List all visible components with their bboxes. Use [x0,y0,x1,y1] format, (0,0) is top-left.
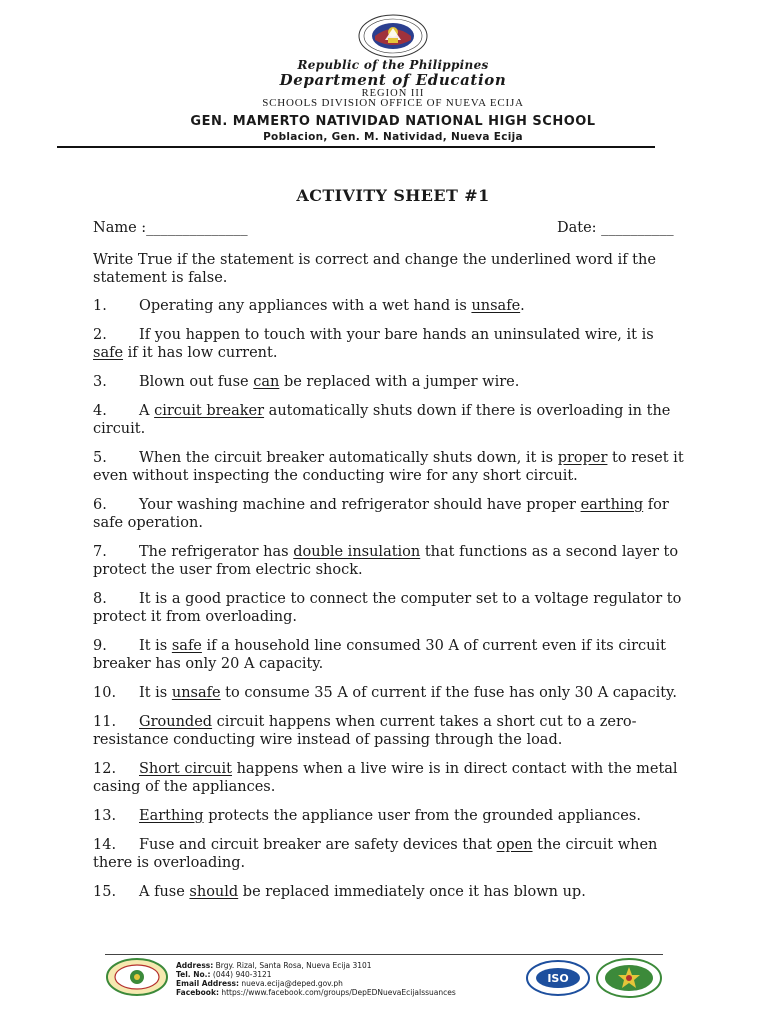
question-text: The refrigerator has [139,544,294,560]
question-number: 10. [93,685,117,701]
question-item [93,449,685,485]
question-item [93,373,685,391]
question-item [93,807,685,825]
question-text-continued: for safe operation. [93,497,669,531]
question-text-continued: to consume 35 A of current if the fuse has only 30 A capacity. [220,685,677,701]
footer-divider [105,954,663,955]
letterhead [0,0,768,150]
underlined-term: unsafe [471,298,521,314]
question-text: When the circuit breaker automatically shuts down, it is [139,450,558,466]
question-number: 12. [93,761,117,777]
header-divider [57,146,655,148]
question-item [93,297,685,315]
question-text: It is [139,638,172,654]
question-text: If you happen to touch with your bare hands an uninsulated wire, it is [139,327,654,343]
question-text-continued: if a household line consumed 30 A of current even if its circuit breaker has only 20 A capacity. [93,638,666,672]
school-address: Poblacion, Gen. M. Natividad, Nueva Ecija [263,131,523,143]
question-text-continued: to reset it even without inspecting the conducting wire for any short circuit. [93,450,684,484]
tel-value: (044) 940-3121 [210,970,272,979]
deped-seal-icon [357,14,429,58]
question-item [93,684,685,702]
question-item [93,326,685,362]
underlined-term: safe [93,345,124,361]
question-text-continued: automatically shuts down if there is overloading in the circuit. [93,403,671,437]
contact-info [176,961,506,997]
school-name: GEN. MAMERTO NATIVIDAD NATIONAL HIGH SCHOOL [190,114,596,129]
question-item [93,836,685,872]
question-text: A [139,403,155,419]
underlined-term: proper [557,450,608,466]
question-number: 3. [93,374,107,390]
question-text: Fuse and circuit breaker are safety devices that [139,837,497,853]
email-value[interactable]: nueva.ecija@deped.gov.ph [239,979,343,988]
question-item [93,402,685,438]
address-label: Address: [176,961,214,970]
iso-label: ISO [547,972,569,985]
question-item [93,883,685,901]
region-heading: REGION III [361,88,425,99]
republic-heading: Republic of the Philippines [297,58,489,72]
question-text: Your washing machine and refrigerator should have proper [139,497,581,513]
underlined-term: open [496,837,533,853]
question-item [93,543,685,579]
underlined-term: earthing [580,497,644,513]
name-field[interactable]: Name :______________ [93,220,248,236]
question-number: 6. [93,497,107,513]
facebook-link[interactable]: https://www.facebook.com/groups/DepEDNuevaEcijaIssuances [218,988,456,997]
question-item [93,760,685,796]
underlined-term: double insulation [293,544,421,560]
question-item [93,637,685,673]
question-text-continued: be replaced with a jumper wire. [279,374,520,390]
question-number: 11. [93,714,117,730]
question-text: Operating any appliances with a wet hand is [139,298,472,314]
activity-title: ACTIVITY SHEET #1 [296,186,490,205]
question-number: 1. [93,298,107,314]
question-number: 8. [93,591,107,607]
tel-label: Tel. No.: [176,970,211,979]
division-heading: SCHOOLS DIVISION OFFICE OF NUEVA ECIJA [262,97,524,109]
school-logo-icon [595,958,663,998]
underlined-term: Short circuit [139,761,232,777]
question-text: A fuse [139,884,190,900]
instructions: Write True if the statement is correct and change the underlined word if the statement is false. [93,252,656,286]
question-number: 4. [93,403,107,419]
underlined-term: unsafe [171,685,221,701]
underlined-term: safe [171,638,202,654]
question-text-continued: be replaced immediately once it has blown up. [238,884,586,900]
date-field[interactable]: Date: __________ [557,220,674,236]
underlined-term: Earthing [139,808,204,824]
question-item [93,496,685,532]
question-text-continued: the circuit when there is overloading. [93,837,658,871]
underlined-term: Grounded [139,714,213,730]
facebook-label: Facebook: [176,988,219,997]
question-number: 2. [93,327,107,343]
question-number: 15. [93,884,117,900]
address-value: Brgy. Rizal, Santa Rosa, Nueva Ecija 3101 [213,961,372,970]
email-label: Email Address: [176,979,240,988]
question-text: Blown out fuse [139,374,254,390]
question-text: It is [139,685,172,701]
question-number: 13. [93,808,117,824]
question-number: 9. [93,638,107,654]
underlined-term: circuit breaker [154,403,265,419]
question-text-continued: if it has low current. [123,345,278,361]
question-item [93,590,685,626]
question-number: 5. [93,450,107,466]
underlined-term: can [253,374,280,390]
question-text-continued: circuit happens when current takes a short cut to a zero-resistance conducting wire instead of passing through the load. [93,714,637,748]
department-heading: Department of Education [279,71,507,89]
name-date-row [93,220,683,236]
question-text-continued: protects the appliance user from the grounded appliances. [203,808,641,824]
question-number: 7. [93,544,107,560]
question-text-continued: happens when a live wire is in direct contact with the metal casing of the appliances. [93,761,678,795]
question-number: 14. [93,837,117,853]
question-text-continued: . [520,298,525,314]
question-text: It is a good practice to connect the computer set to a voltage regulator to protect it from overloading. [93,591,682,625]
question-item [93,713,685,749]
iso-badge-icon [525,959,591,997]
question-text-continued: that functions as a second layer to protect the user from electric shock. [93,544,679,578]
underlined-term: should [189,884,239,900]
division-logo-icon [105,958,169,996]
footer [105,958,665,1000]
question-list [93,297,685,912]
